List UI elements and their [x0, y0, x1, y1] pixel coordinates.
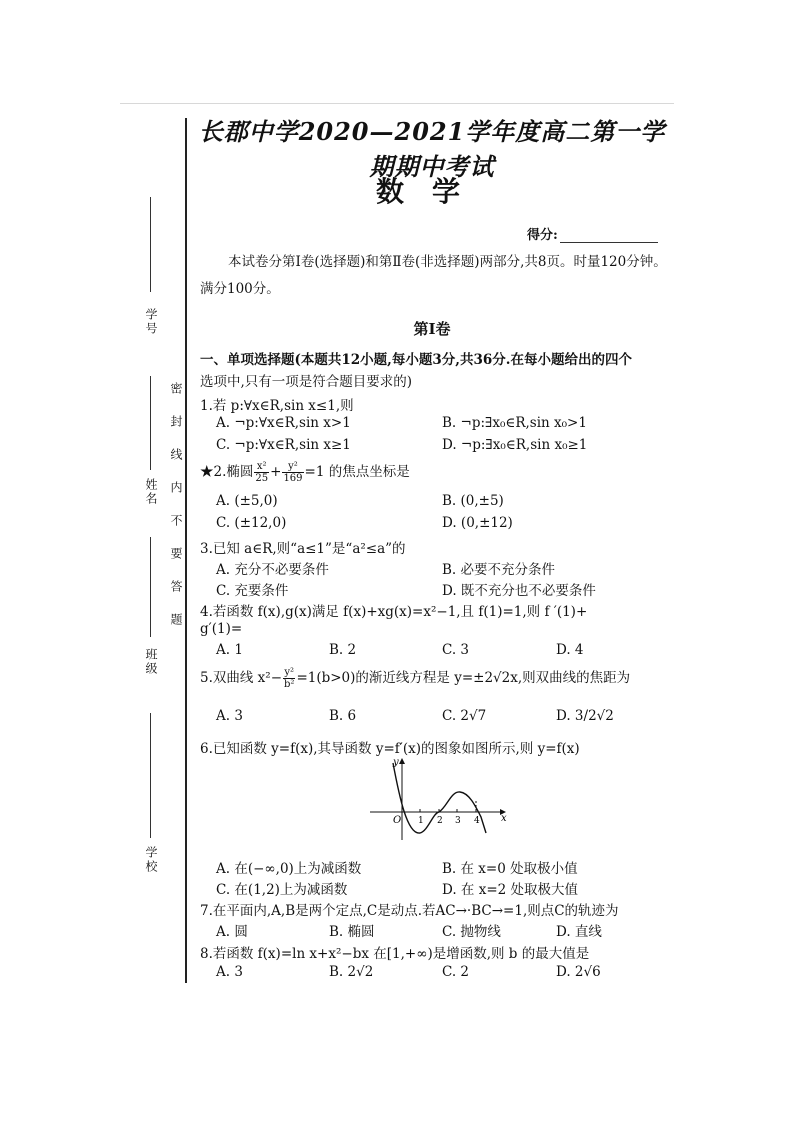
- option-c[interactable]: C. 在(1,2)上为减函数: [216, 882, 348, 898]
- option-b[interactable]: B. 必要不充分条件: [442, 562, 556, 578]
- field-label-xingming: 姓名: [144, 478, 158, 506]
- field-label-banji: 班级: [144, 648, 158, 676]
- part-heading-line1: 一、单项选择题(本题共12小题,每小题3分,共36分.在每小题给出的四个: [200, 352, 632, 368]
- option-c[interactable]: C. 充要条件: [216, 583, 289, 599]
- question-7-stem: 7.在平面内,A,B是两个定点,C是动点.若AC→·BC→=1,则点C的轨迹为: [200, 903, 619, 919]
- option-a[interactable]: A. 在(−∞,0)上为减函数: [216, 861, 362, 877]
- option-a[interactable]: A. 圆: [216, 924, 248, 940]
- option-d[interactable]: D. ¬p:∃x₀∈R,sin x₀≥1: [442, 437, 588, 453]
- option-b[interactable]: B. 2√2: [329, 964, 374, 980]
- y-axis-label: y: [393, 757, 399, 768]
- question-2-stem: ★2.椭圆 $\frac{\text{x²}}{25}$ + $\frac{\text{y²}}{169}$ =1 的焦点坐标是: [200, 461, 410, 484]
- fraction: $\frac{\text{x²}}{25}$: [255, 461, 269, 484]
- question-4-stem-line2: g′(1)=: [200, 621, 243, 637]
- field-line-banji: [150, 537, 151, 637]
- option-a[interactable]: A. 3: [216, 708, 243, 724]
- option-d[interactable]: D. 2√6: [556, 964, 601, 980]
- option-c[interactable]: C. 3: [442, 642, 470, 658]
- question-8-stem: 8.若函数 f(x)=ln x+x²−bx 在[1,+∞)是增函数,则 b 的最大值是: [200, 946, 590, 962]
- field-line-xuehao: [150, 197, 151, 292]
- option-a[interactable]: A. ¬p:∀x∈R,sin x>1: [216, 415, 351, 431]
- tick-label-4: 4: [474, 816, 480, 826]
- field-label-xuexiao: 学校: [144, 846, 158, 874]
- tick-label-2: 2: [437, 816, 443, 826]
- option-c[interactable]: C. 抛物线: [442, 924, 501, 940]
- option-b[interactable]: B. (0,±5): [442, 493, 504, 509]
- option-c[interactable]: C. 2: [442, 964, 470, 980]
- option-a[interactable]: A. 充分不必要条件: [216, 562, 329, 578]
- option-a[interactable]: A. 3: [216, 964, 243, 980]
- option-d[interactable]: D. 既不充分也不必要条件: [442, 583, 596, 599]
- origin-label: O: [393, 815, 402, 826]
- option-a[interactable]: A. (±5,0): [216, 493, 278, 509]
- part-heading-line2: 选项中,只有一项是符合题目要求的): [200, 374, 413, 390]
- field-line-xingming: [150, 376, 151, 470]
- option-d[interactable]: D. 3/2√2: [556, 708, 614, 724]
- score-label: 得分:: [527, 228, 558, 243]
- field-label-xuehao: 学号: [144, 308, 158, 336]
- question-1-stem: 1.若 p:∀x∈R,sin x≤1,则: [200, 398, 354, 414]
- option-b[interactable]: B. 在 x=0 处取极小值: [442, 861, 578, 877]
- tick-label-1: 1: [418, 816, 424, 826]
- option-b[interactable]: B. ¬p:∃x₀∈R,sin x₀>1: [442, 415, 587, 431]
- fraction: $\frac{\text{y²}}{169}$: [283, 461, 303, 484]
- score-blank[interactable]: [560, 242, 658, 243]
- option-b[interactable]: B. 2: [329, 642, 357, 658]
- option-c[interactable]: C. 2√7: [442, 708, 487, 724]
- top-divider: [120, 103, 674, 104]
- section-title: 第Ⅰ卷: [413, 320, 451, 338]
- option-c[interactable]: C. ¬p:∀x∈R,sin x≥1: [216, 437, 351, 453]
- derivative-graph: [365, 755, 515, 843]
- subject-title: 数学: [375, 175, 488, 208]
- seal-notice: 密封线内不要答题: [169, 382, 183, 646]
- field-line-xuexiao: [150, 713, 151, 838]
- question-5-stem: 5.双曲线 x²− $\frac{\text{y²}}{\text{b²}}$ =1(b>0)的渐近线方程是 y=±2√2x,则双曲线的焦距为: [200, 667, 631, 690]
- option-a[interactable]: A. 1: [216, 642, 243, 658]
- question-6-stem: 6.已知函数 y=f(x),其导函数 y=f′(x)的图象如图所示,则 y=f(x): [200, 741, 580, 757]
- fraction: $\frac{\text{y²}}{\text{b²}}$: [284, 667, 295, 690]
- option-d[interactable]: D. 4: [556, 642, 584, 658]
- question-4-stem-line1: 4.若函数 f(x),g(x)满足 f(x)+xg(x)=x²−1,且 f(1)=1,则 f ′(1)+: [200, 604, 588, 620]
- option-b[interactable]: B. 6: [329, 708, 357, 724]
- score-field: [527, 224, 658, 243]
- option-d[interactable]: D. 直线: [556, 924, 602, 940]
- option-c[interactable]: C. (±12,0): [216, 515, 287, 531]
- exam-title: 长郡中学2020—2021学年度高二第一学期期中考试: [198, 117, 666, 181]
- binding-line: [185, 118, 187, 983]
- option-d[interactable]: D. 在 x=2 处取极大值: [442, 882, 579, 898]
- x-axis-label: x: [501, 813, 507, 824]
- question-3-stem: 3.已知 a∈R,则“a≤1”是“a²≤a”的: [200, 541, 406, 557]
- option-b[interactable]: B. 椭圆: [329, 924, 375, 940]
- exam-intro: 本试卷分第Ⅰ卷(选择题)和第Ⅱ卷(非选择题)两部分,共8页。时量120分钟。满分100分。: [200, 254, 667, 297]
- y-axis-arrow-icon: [399, 758, 405, 764]
- tick-label-3: 3: [455, 816, 461, 826]
- option-d[interactable]: D. (0,±12): [442, 515, 513, 531]
